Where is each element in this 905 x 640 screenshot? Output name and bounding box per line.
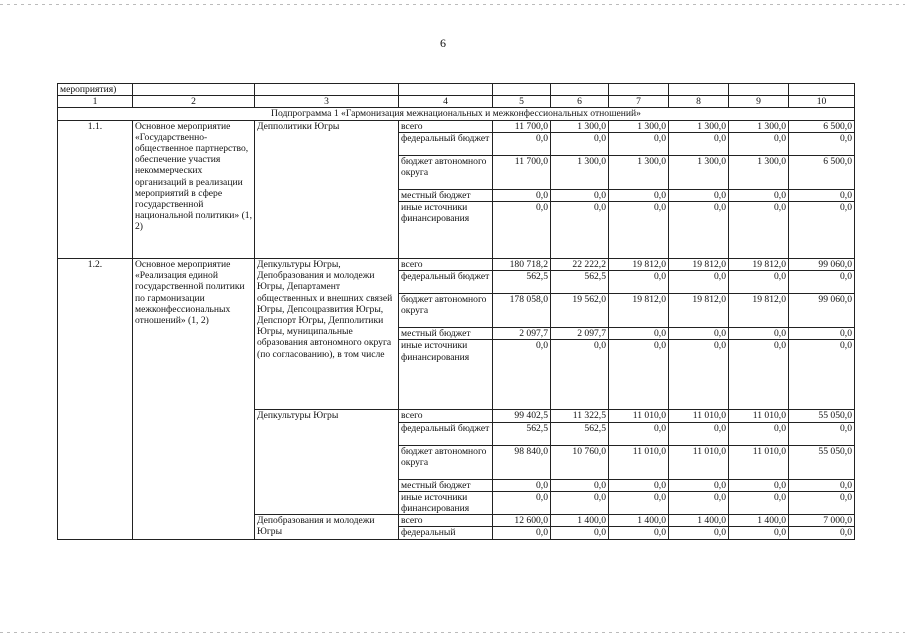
executor-cell: Депкультуры Югры, Депобразования и молодежи Югры, Департамент общественных и внешних связей Югры, Депсоцразвития Югры, Депспорт Югры, Депполитики Югры, муниципальные образования автономного округа (по согласованию), в том числе xyxy=(255,259,399,410)
amount-cell: 0,0 xyxy=(609,189,669,201)
funding-source-cell: всего xyxy=(399,120,493,132)
amount-cell: 99 402,5 xyxy=(493,410,551,422)
scan-edge-top xyxy=(0,4,905,5)
amount-cell: 0,0 xyxy=(551,189,609,201)
amount-cell: 98 840,0 xyxy=(493,445,551,479)
amount-cell: 0,0 xyxy=(669,271,729,294)
amount-cell: 0,0 xyxy=(789,271,855,294)
amount-cell: 1 300,0 xyxy=(609,155,669,189)
col-number: 9 xyxy=(729,96,789,108)
amount-cell: 0,0 xyxy=(789,422,855,445)
amount-cell: 19 812,0 xyxy=(609,259,669,271)
amount-cell: 0,0 xyxy=(609,202,669,259)
amount-cell: 11 322,5 xyxy=(551,410,609,422)
amount-cell: 6 500,0 xyxy=(789,120,855,132)
amount-cell: 10 760,0 xyxy=(551,445,609,479)
amount-cell: 0,0 xyxy=(789,479,855,491)
amount-cell: 55 050,0 xyxy=(789,410,855,422)
amount-cell: 11 010,0 xyxy=(669,445,729,479)
amount-cell: 0,0 xyxy=(789,340,855,410)
funding-source-cell: иные источники финансирования xyxy=(399,202,493,259)
funding-source-cell: федеральный бюджет xyxy=(399,422,493,445)
amount-cell: 19 812,0 xyxy=(729,294,789,328)
amount-cell: 1 300,0 xyxy=(729,155,789,189)
amount-cell: 0,0 xyxy=(729,132,789,155)
funding-source-cell: всего xyxy=(399,259,493,271)
amount-cell: 0,0 xyxy=(551,491,609,514)
col-number: 6 xyxy=(551,96,609,108)
subprogram-title: Подпрограмма 1 «Гармонизация межнациональных и межконфессиональных отношений» xyxy=(58,108,855,120)
amount-cell: 99 060,0 xyxy=(789,259,855,271)
amount-cell: 0,0 xyxy=(609,491,669,514)
funding-source-cell: всего xyxy=(399,515,493,527)
amount-cell: 0,0 xyxy=(789,328,855,340)
amount-cell: 0,0 xyxy=(669,132,729,155)
amount-cell: 11 010,0 xyxy=(729,410,789,422)
amount-cell: 11 010,0 xyxy=(669,410,729,422)
amount-cell: 0,0 xyxy=(551,202,609,259)
item-description: Основное мероприятие «Государственно-общественное партнерство, обеспечение участия некоммерческих организаций в реализации мероприятий в сфере государственной национальной политики» (1, 2) xyxy=(133,120,255,258)
col-number: 10 xyxy=(789,96,855,108)
column-numbers-row xyxy=(58,96,855,108)
amount-cell: 7 000,0 xyxy=(789,515,855,527)
col-number: 5 xyxy=(493,96,551,108)
amount-cell: 1 300,0 xyxy=(729,120,789,132)
col-number: 4 xyxy=(399,96,493,108)
amount-cell: 19 812,0 xyxy=(669,294,729,328)
funding-source-cell: местный бюджет xyxy=(399,189,493,201)
executor-cell: Депкультуры Югры xyxy=(255,410,399,515)
amount-cell: 0,0 xyxy=(729,328,789,340)
amount-cell: 11 010,0 xyxy=(609,445,669,479)
amount-cell: 178 058,0 xyxy=(493,294,551,328)
item-description: Основное мероприятие «Реализация единой государственной политики по гармонизации межконфессиональных отношений» (1, 2) xyxy=(133,259,255,540)
amount-cell: 562,5 xyxy=(493,422,551,445)
amount-cell: 1 300,0 xyxy=(669,120,729,132)
funding-source-cell: бюджет автономного округа xyxy=(399,155,493,189)
amount-cell: 1 300,0 xyxy=(669,155,729,189)
amount-cell: 11 010,0 xyxy=(729,445,789,479)
amount-cell: 1 400,0 xyxy=(729,515,789,527)
amount-cell: 0,0 xyxy=(669,340,729,410)
amount-cell: 11 700,0 xyxy=(493,120,551,132)
page-number: 6 xyxy=(440,36,446,50)
col-number: 1 xyxy=(58,96,133,108)
amount-cell: 11 010,0 xyxy=(609,410,669,422)
amount-cell: 1 300,0 xyxy=(609,120,669,132)
amount-cell: 0,0 xyxy=(729,340,789,410)
amount-cell: 0,0 xyxy=(551,340,609,410)
amount-cell: 0,0 xyxy=(669,491,729,514)
amount-cell: 0,0 xyxy=(669,328,729,340)
amount-cell: 0,0 xyxy=(789,189,855,201)
amount-cell: 1 300,0 xyxy=(551,120,609,132)
amount-cell: 19 812,0 xyxy=(609,294,669,328)
col-number: 3 xyxy=(255,96,399,108)
amount-cell: 180 718,2 xyxy=(493,259,551,271)
data-row xyxy=(58,120,855,132)
amount-cell: 0,0 xyxy=(789,132,855,155)
item-number: 1.2. xyxy=(58,259,133,540)
amount-cell: 0,0 xyxy=(729,479,789,491)
amount-cell: 0,0 xyxy=(493,132,551,155)
amount-cell: 0,0 xyxy=(729,202,789,259)
amount-cell: 2 097,7 xyxy=(493,328,551,340)
amount-cell: 0,0 xyxy=(609,422,669,445)
amount-cell: 0,0 xyxy=(669,202,729,259)
subprogram-row xyxy=(58,108,855,120)
amount-cell: 0,0 xyxy=(789,527,855,539)
col-number: 2 xyxy=(133,96,255,108)
amount-cell: 19 562,0 xyxy=(551,294,609,328)
amount-cell: 0,0 xyxy=(609,340,669,410)
col-number: 8 xyxy=(669,96,729,108)
amount-cell: 0,0 xyxy=(669,189,729,201)
amount-cell: 562,5 xyxy=(551,422,609,445)
funding-source-cell: иные источники финансирования xyxy=(399,491,493,514)
amount-cell: 562,5 xyxy=(493,271,551,294)
amount-cell: 0,0 xyxy=(493,491,551,514)
amount-cell: 2 097,7 xyxy=(551,328,609,340)
amount-cell: 0,0 xyxy=(551,132,609,155)
amount-cell: 0,0 xyxy=(789,491,855,514)
amount-cell: 0,0 xyxy=(493,479,551,491)
amount-cell: 22 222,2 xyxy=(551,259,609,271)
amount-cell: 0,0 xyxy=(551,527,609,539)
amount-cell: 1 400,0 xyxy=(551,515,609,527)
amount-cell: 1 300,0 xyxy=(551,155,609,189)
amount-cell: 6 500,0 xyxy=(789,155,855,189)
amount-cell: 0,0 xyxy=(609,527,669,539)
amount-cell: 0,0 xyxy=(669,479,729,491)
amount-cell: 99 060,0 xyxy=(789,294,855,328)
amount-cell: 1 400,0 xyxy=(669,515,729,527)
funding-source-cell: федеральный xyxy=(399,527,493,539)
amount-cell: 0,0 xyxy=(493,340,551,410)
amount-cell: 1 400,0 xyxy=(609,515,669,527)
amount-cell: 0,0 xyxy=(493,202,551,259)
funding-source-cell: всего xyxy=(399,410,493,422)
amount-cell: 0,0 xyxy=(609,479,669,491)
amount-cell: 55 050,0 xyxy=(789,445,855,479)
funding-source-cell: местный бюджет xyxy=(399,479,493,491)
item-number: 1.1. xyxy=(58,120,133,258)
amount-cell: 0,0 xyxy=(729,527,789,539)
amount-cell: 0,0 xyxy=(609,328,669,340)
amount-cell: 0,0 xyxy=(729,422,789,445)
col-number: 7 xyxy=(609,96,669,108)
amount-cell: 11 700,0 xyxy=(493,155,551,189)
amount-cell: 0,0 xyxy=(609,132,669,155)
funding-source-cell: бюджет автономного округа xyxy=(399,294,493,328)
funding-source-cell: бюджет автономного округа xyxy=(399,445,493,479)
amount-cell: 12 600,0 xyxy=(493,515,551,527)
amount-cell: 19 812,0 xyxy=(729,259,789,271)
executor-cell: Депобразования и молодежи Югры xyxy=(255,515,399,539)
scan-edge-bottom xyxy=(0,632,905,633)
budget-table xyxy=(57,83,855,540)
funding-source-cell: местный бюджет xyxy=(399,328,493,340)
amount-cell: 0,0 xyxy=(729,189,789,201)
executor-cell: Депполитики Югры xyxy=(255,120,399,258)
header-label: мероприятия) xyxy=(58,84,133,96)
amount-cell: 0,0 xyxy=(551,479,609,491)
funding-source-cell: федеральный бюджет xyxy=(399,271,493,294)
amount-cell: 0,0 xyxy=(493,189,551,201)
amount-cell: 0,0 xyxy=(669,527,729,539)
amount-cell: 19 812,0 xyxy=(669,259,729,271)
header-row xyxy=(58,84,855,96)
amount-cell: 0,0 xyxy=(493,527,551,539)
funding-source-cell: иные источники финансирования xyxy=(399,340,493,410)
funding-source-cell: федеральный бюджет xyxy=(399,132,493,155)
amount-cell: 0,0 xyxy=(609,271,669,294)
amount-cell: 0,0 xyxy=(729,491,789,514)
amount-cell: 0,0 xyxy=(669,422,729,445)
amount-cell: 0,0 xyxy=(789,202,855,259)
amount-cell: 0,0 xyxy=(729,271,789,294)
data-row xyxy=(58,259,855,271)
table-body xyxy=(58,84,855,540)
amount-cell: 562,5 xyxy=(551,271,609,294)
